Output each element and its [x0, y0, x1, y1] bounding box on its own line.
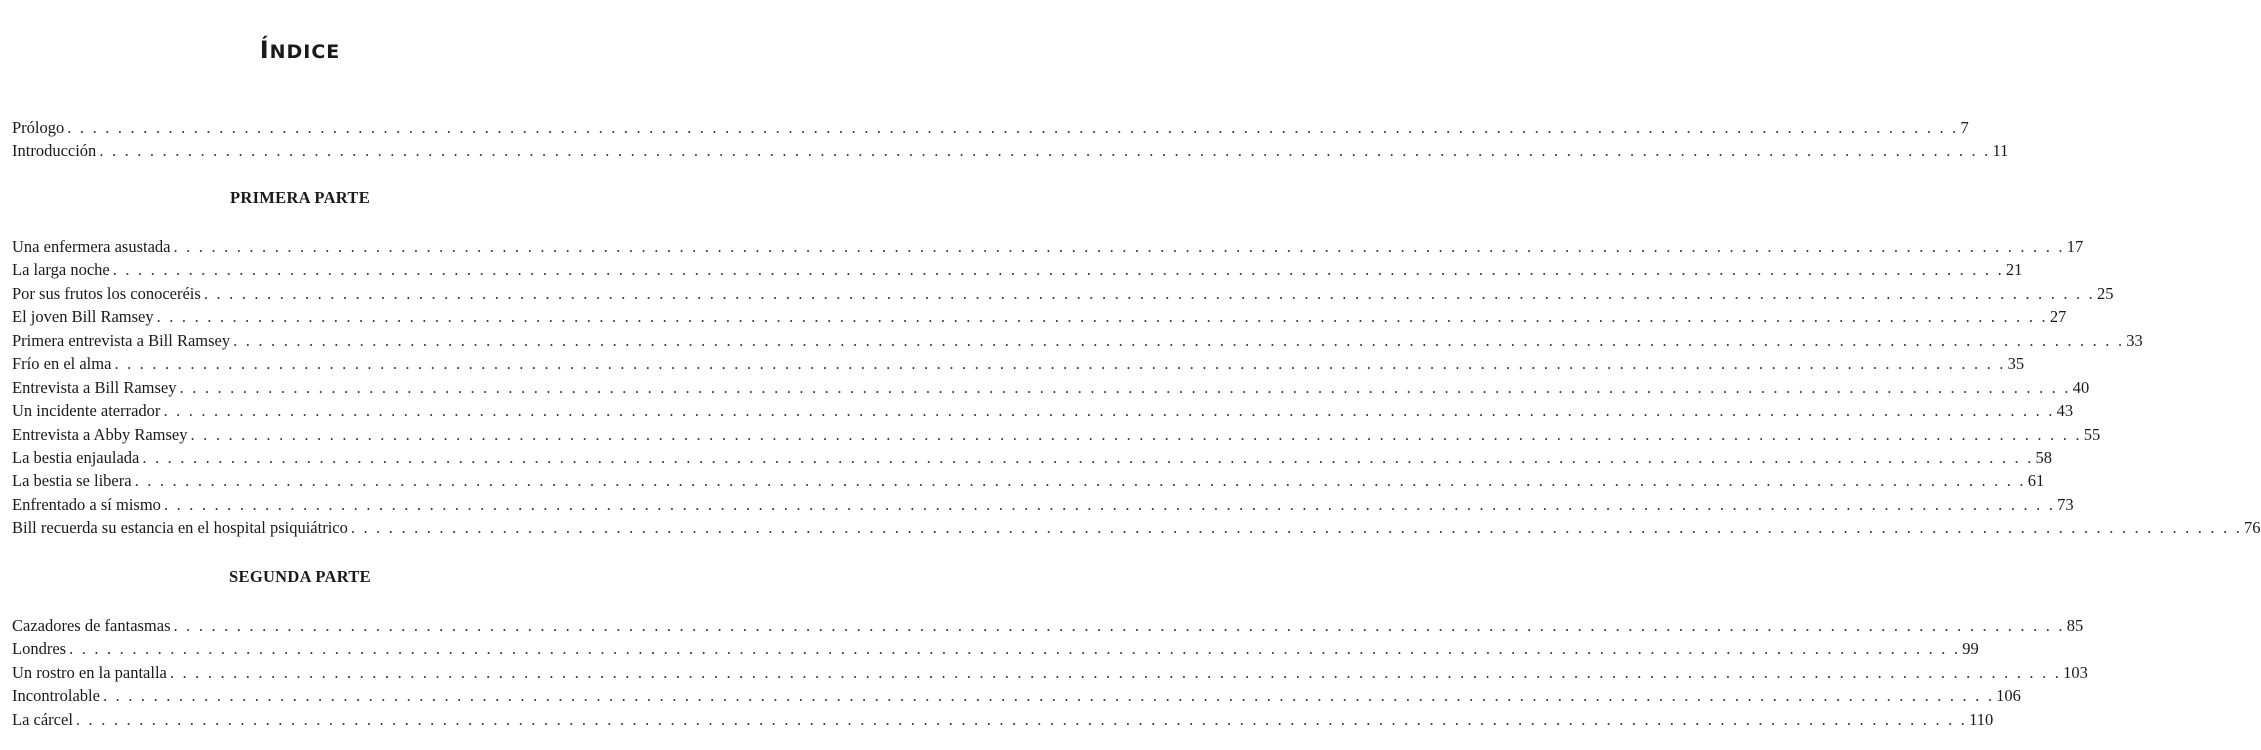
toc-entry-title: Cazadores de fantasmas: [12, 616, 171, 635]
toc-entry: [12, 446, 2053, 469]
title-rest: NDICE: [269, 41, 341, 63]
toc-entry-title: Primera entrevista a Bill Ramsey: [12, 330, 231, 350]
toc-entry-title: Por sus frutos los conoceréis: [12, 283, 201, 303]
toc-entry-title: La bestia se libera: [12, 471, 132, 491]
toc-entry-title: Introducción: [12, 141, 97, 161]
toc-entry-title: El joven Bill Ramsey: [12, 307, 154, 327]
toc-entry-page: 85: [2066, 616, 2084, 635]
toc-entry: [12, 708, 1994, 731]
toc-entry-title: Un rostro en la pantalla: [12, 662, 167, 682]
dot-leader: . . . . . . . . . . . . . . . . . . . . . . . . . . . . . . . . . . . . . . . . . . . . . . . . . . . . . . . . . . . . . . . . . . . . . . . . . . . . . . . . . . . . . . . . . . . . . . . . . . . . . . . . . . . . . . . . . . . . . . . . . . . . . . . . . . . . . . . . . . . . . . . . . . . . . .: [163, 401, 2055, 421]
toc-entry-page: 33: [2126, 330, 2143, 350]
toc-entry-title: La bestia enjaulada: [12, 447, 140, 467]
toc-entry-title: La cárcel: [12, 709, 73, 729]
dot-leader: . . . . . . . . . . . . . . . . . . . . . . . . . . . . . . . . . . . . . . . . . . . . . . . . . . . . . . . . . . . . . . . . . . . . . . . . . . . . . . . . . . . . . . . . . . . . . . . . . . . . . . . . . . . . . . . . . . . . . . . . . . . . . . . . . . . . . . . . . . . . . . . . . . . . . .: [99, 141, 1991, 161]
toc-entry-page: 40: [2072, 377, 2090, 397]
toc-entry-page: 7: [1960, 118, 1969, 137]
part-one-heading: PRIMERA PARTE: [229, 188, 371, 207]
dot-leader: . . . . . . . . . . . . . . . . . . . . . . . . . . . . . . . . . . . . . . . . . . . . . . . . . . . . . . . . . . . . . . . . . . . . . . . . . . . . . . . . . . . . . . . . . . . . . . . . . . . . . . . . . . . . . . . . . . . . . . . . . . . . . . . . . . . . . . . . . . . . . . . . . . . . . .: [112, 260, 2004, 280]
toc-entry-title: Entrevista a Abby Ramsey: [12, 424, 188, 444]
dot-leader: . . . . . . . . . . . . . . . . . . . . . . . . . . . . . . . . . . . . . . . . . . . . . . . . . . . . . . . . . . . . . . . . . . . . . . . . . . . . . . . . . . . . . . . . . . . . . . . . . . . . . . . . . . . . . . . . . . . . . . . . . . . . . . . . . . . . . . . . . . . . . . . . . . . . . .: [75, 709, 1968, 729]
dot-leader: . . . . . . . . . . . . . . . . . . . . . . . . . . . . . . . . . . . . . . . . . . . . . . . . . . . . . . . . . . . . . . . . . . . . . . . . . . . . . . . . . . . . . . . . . . . . . . . . . . . . . . . . . . . . . . . . . . . . . . . . . . . . . . . . . . . . . . . . . . . . . . . . . . . . . .: [190, 424, 2082, 444]
title-initial: Í: [259, 36, 270, 64]
toc-entry: [12, 516, 2261, 539]
toc-entry: [12, 423, 2101, 446]
toc-entry: [12, 139, 2009, 162]
toc-entry-title: Londres: [12, 639, 67, 659]
part-one-entries: [12, 235, 2261, 540]
dot-leader: . . . . . . . . . . . . . . . . . . . . . . . . . . . . . . . . . . . . . . . . . . . . . . . . . . . . . . . . . . . . . . . . . . . . . . . . . . . . . . . . . . . . . . . . . . . . . . . . . . . . . . . . . . . . . . . . . . . . . . . . . . . . . . . . . . . . . . . . . . . . . . . . . . . . . .: [163, 494, 2056, 514]
toc-entry-page: 55: [2083, 424, 2101, 444]
toc-entry-title: Frío en el alma: [12, 354, 112, 374]
toc-entry-page: 99: [1962, 639, 1979, 659]
toc-entry-page: 25: [2097, 283, 2114, 303]
toc-entry-page: 110: [1969, 709, 1994, 729]
toc-entry-title: Prólogo: [12, 118, 65, 137]
dot-leader: . . . . . . . . . . . . . . . . . . . . . . . . . . . . . . . . . . . . . . . . . . . . . . . . . . . . . . . . . . . . . . . . . . . . . . . . . . . . . . . . . . . . . . . . . . . . . . . . . . . . . . . . . . . . . . . . . . . . . . . . . . . . . . . . . . . . . . . . . . . . . . . . . . . . . .: [102, 686, 1995, 706]
toc-entry: [12, 469, 2045, 492]
dot-leader: . . . . . . . . . . . . . . . . . . . . . . . . . . . . . . . . . . . . . . . . . . . . . . . . . . . . . . . . . . . . . . . . . . . . . . . . . . . . . . . . . . . . . . . . . . . . . . . . . . . . . . . . . . . . . . . . . . . . . . . . . . . . . . . . . . . . . . . . . . . . . . . . . . . . . .: [203, 283, 2095, 303]
dot-leader: . . . . . . . . . . . . . . . . . . . . . . . . . . . . . . . . . . . . . . . . . . . . . . . . . . . . . . . . . . . . . . . . . . . . . . . . . . . . . . . . . . . . . . . . . . . . . . . . . . . . . . . . . . . . . . . . . . . . . . . . . . . . . . . . . . . . . . . . . . . . . . . . . . . . . .: [173, 616, 2065, 635]
dot-leader: . . . . . . . . . . . . . . . . . . . . . . . . . . . . . . . . . . . . . . . . . . . . . . . . . . . . . . . . . . . . . . . . . . . . . . . . . . . . . . . . . . . . . . . . . . . . . . . . . . . . . . . . . . . . . . . . . . . . . . . . . . . . . . . . . . . . . . . . . . . . . . . . . . . . . .: [233, 330, 2125, 350]
toc-entry-page: 61: [2027, 471, 2045, 491]
toc-entry-title: La larga noche: [12, 260, 110, 280]
toc-entry: [12, 614, 2084, 637]
toc-entry-title: Entrevista a Bill Ramsey: [12, 377, 177, 397]
toc-entry-title: Enfrentado a sí mismo: [12, 494, 161, 514]
toc-entry-page: 103: [2063, 662, 2088, 682]
dot-leader: . . . . . . . . . . . . . . . . . . . . . . . . . . . . . . . . . . . . . . . . . . . . . . . . . . . . . . . . . . . . . . . . . . . . . . . . . . . . . . . . . . . . . . . . . . . . . . . . . . . . . . . . . . . . . . . . . . . . . . . . . . . . . . . . . . . . . . . . . . . . . . . . . . . . . .: [173, 237, 2065, 256]
page-title: [0, 36, 600, 64]
part-two-heading: SEGUNDA PARTE: [229, 567, 371, 586]
toc-entry: [12, 282, 2114, 305]
dot-leader: . . . . . . . . . . . . . . . . . . . . . . . . . . . . . . . . . . . . . . . . . . . . . . . . . . . . . . . . . . . . . . . . . . . . . . . . . . . . . . . . . . . . . . . . . . . . . . . . . . . . . . . . . . . . . . . . . . . . . . . . . . . . . . . . . . . . . . . . . . . . . . . . . . . . . .: [67, 118, 1959, 137]
toc-entry-page: 21: [2005, 260, 2023, 280]
toc-entry-page: 73: [2057, 494, 2074, 514]
toc-entry: [12, 661, 2088, 684]
toc-entry: [12, 258, 2023, 281]
toc-entry-page: 11: [1992, 141, 2009, 161]
toc-entry-page: 58: [2035, 447, 2053, 467]
dot-leader: . . . . . . . . . . . . . . . . . . . . . . . . . . . . . . . . . . . . . . . . . . . . . . . . . . . . . . . . . . . . . . . . . . . . . . . . . . . . . . . . . . . . . . . . . . . . . . . . . . . . . . . . . . . . . . . . . . . . . . . . . . . . . . . . . . . . . . . . . . . . . . . . . . . . . .: [156, 307, 2048, 327]
dot-leader: . . . . . . . . . . . . . . . . . . . . . . . . . . . . . . . . . . . . . . . . . . . . . . . . . . . . . . . . . . . . . . . . . . . . . . . . . . . . . . . . . . . . . . . . . . . . . . . . . . . . . . . . . . . . . . . . . . . . . . . . . . . . . . . . . . . . . . . . . . . . . . . . . . . . . .: [142, 447, 2034, 467]
toc-entry-title: Un incidente aterrador: [12, 401, 161, 421]
toc-entry: [12, 235, 2084, 258]
toc-entry: [12, 684, 2021, 707]
toc-entry-title: Incontrolable: [12, 686, 100, 706]
toc-entry-title: Una enfermera asustada: [12, 237, 171, 256]
toc-entry: [12, 376, 2090, 399]
toc-entry: [12, 493, 2074, 516]
dot-leader: . . . . . . . . . . . . . . . . . . . . . . . . . . . . . . . . . . . . . . . . . . . . . . . . . . . . . . . . . . . . . . . . . . . . . . . . . . . . . . . . . . . . . . . . . . . . . . . . . . . . . . . . . . . . . . . . . . . . . . . . . . . . . . . . . . . . . . . . . . . . . . . . . . . . . .: [114, 354, 2006, 374]
toc-entry-page: 27: [2049, 307, 2067, 327]
toc-entry-page: 106: [1996, 686, 2021, 706]
toc-entry-page: 76: [2244, 518, 2261, 538]
toc-entry: [12, 637, 1979, 660]
toc-entry: [12, 305, 2067, 328]
dot-leader: . . . . . . . . . . . . . . . . . . . . . . . . . . . . . . . . . . . . . . . . . . . . . . . . . . . . . . . . . . . . . . . . . . . . . . . . . . . . . . . . . . . . . . . . . . . . . . . . . . . . . . . . . . . . . . . . . . . . . . . . . . . . . . . . . . . . . . . . . . . . . . . . . . . . . .: [69, 639, 1961, 659]
toc-entry-page: 35: [2007, 354, 2025, 374]
dot-leader: . . . . . . . . . . . . . . . . . . . . . . . . . . . . . . . . . . . . . . . . . . . . . . . . . . . . . . . . . . . . . . . . . . . . . . . . . . . . . . . . . . . . . . . . . . . . . . . . . . . . . . . . . . . . . . . . . . . . . . . . . . . . . . . . . . . . . . . . . . . . . . . . . . . . . .: [179, 377, 2071, 397]
toc-entry: [12, 399, 2074, 422]
dot-leader: . . . . . . . . . . . . . . . . . . . . . . . . . . . . . . . . . . . . . . . . . . . . . . . . . . . . . . . . . . . . . . . . . . . . . . . . . . . . . . . . . . . . . . . . . . . . . . . . . . . . . . . . . . . . . . . . . . . . . . . . . . . . . . . . . . . . . . . . . . . . . . . . . . . . . .: [350, 518, 2243, 538]
toc-entry: [12, 352, 2025, 375]
dot-leader: . . . . . . . . . . . . . . . . . . . . . . . . . . . . . . . . . . . . . . . . . . . . . . . . . . . . . . . . . . . . . . . . . . . . . . . . . . . . . . . . . . . . . . . . . . . . . . . . . . . . . . . . . . . . . . . . . . . . . . . . . . . . . . . . . . . . . . . . . . . . . . . . . . . . . .: [134, 471, 2026, 491]
toc-entry: [12, 329, 2143, 352]
toc-entry-page: 43: [2056, 401, 2074, 421]
toc-entry: [12, 116, 1969, 139]
toc-entry-title: Bill recuerda su estancia en el hospital psiquiátrico: [12, 518, 348, 538]
dot-leader: . . . . . . . . . . . . . . . . . . . . . . . . . . . . . . . . . . . . . . . . . . . . . . . . . . . . . . . . . . . . . . . . . . . . . . . . . . . . . . . . . . . . . . . . . . . . . . . . . . . . . . . . . . . . . . . . . . . . . . . . . . . . . . . . . . . . . . . . . . . . . . . . . . . . . .: [169, 662, 2062, 682]
intro-entries: [12, 116, 2009, 163]
part-two-entries: [12, 614, 2088, 731]
toc-entry-page: 17: [2066, 237, 2084, 256]
